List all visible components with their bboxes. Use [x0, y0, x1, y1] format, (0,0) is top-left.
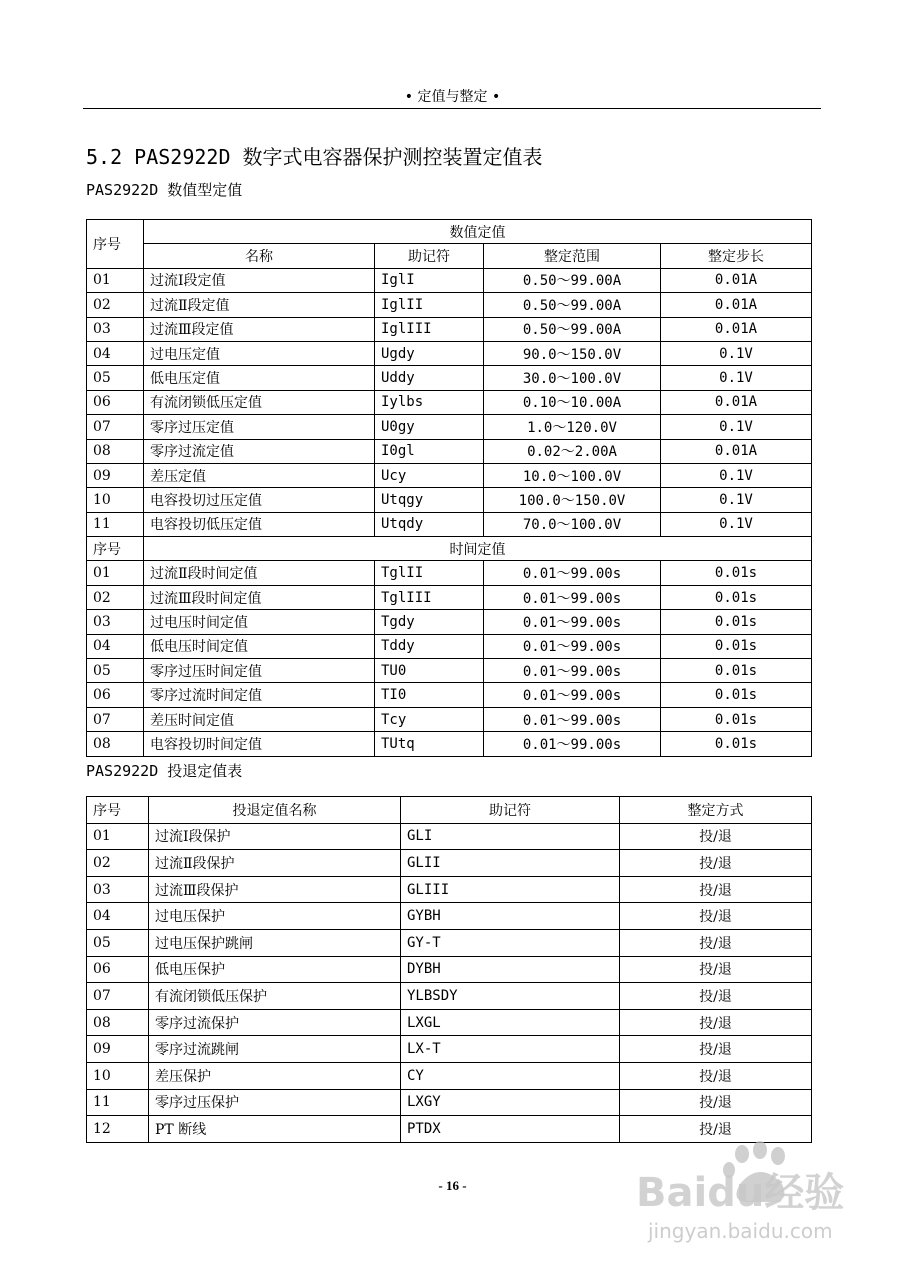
switch-mode: 投/退	[620, 956, 812, 983]
switch-code: LXGY	[401, 1089, 620, 1116]
setting-code: Utqdy	[375, 512, 484, 536]
switch-setting-row	[87, 1062, 812, 1089]
switch-setting-row	[87, 1089, 812, 1116]
row-number: 03	[87, 876, 149, 903]
numeric-setting-row	[87, 415, 812, 439]
page-header: • 定值与整定 •	[404, 89, 501, 105]
numeric-setting-row	[87, 439, 812, 463]
setting-range: 0.01～99.00s	[484, 707, 661, 731]
time-setting-row	[87, 683, 812, 707]
setting-step: 0.01A	[661, 390, 812, 414]
setting-name: 差压时间定值	[144, 707, 375, 731]
numeric-setting-row	[87, 341, 812, 365]
numeric-setting-row	[87, 366, 812, 390]
column-header-step: 整定步长	[661, 244, 812, 268]
setting-code: IglI	[375, 268, 484, 292]
time-setting-row	[87, 610, 812, 634]
row-number: 06	[87, 390, 144, 414]
row-number: 11	[87, 512, 144, 536]
switch-name: 过流Ⅱ段保护	[149, 850, 401, 877]
row-number: 03	[87, 317, 144, 341]
switch-name: 零序过压保护	[149, 1089, 401, 1116]
row-number: 02	[87, 293, 144, 317]
column-header-code: 助记符	[375, 244, 484, 268]
switch-name: 过电压保护跳闸	[149, 929, 401, 956]
setting-name: 过流Ⅱ段定值	[144, 293, 375, 317]
setting-step: 0.01s	[661, 683, 812, 707]
switch-code: CY	[401, 1062, 620, 1089]
setting-step: 0.01s	[661, 634, 812, 658]
setting-range: 0.01～99.00s	[484, 561, 661, 585]
switch-code: LX-T	[401, 1036, 620, 1063]
switch-setting-row	[87, 876, 812, 903]
setting-name: 电容投切过压定值	[144, 488, 375, 512]
numeric-table-title: PAS2922D 数值型定值	[86, 181, 243, 199]
switch-mode: 投/退	[620, 1009, 812, 1036]
setting-name: 有流闭锁低压定值	[144, 390, 375, 414]
switch-name: 过流Ⅲ段保护	[149, 876, 401, 903]
time-setting-row	[87, 659, 812, 683]
setting-range: 100.0～150.0V	[484, 488, 661, 512]
row-number: 06	[87, 683, 144, 707]
switch-code: DYBH	[401, 956, 620, 983]
switch-table-title: PAS2922D 投退定值表	[86, 762, 243, 780]
setting-step: 0.1V	[661, 415, 812, 439]
switch-name: 有流闭锁低压保护	[149, 983, 401, 1010]
switch-name: 低电压保护	[149, 956, 401, 983]
row-number: 05	[87, 659, 144, 683]
switch-mode: 投/退	[620, 1036, 812, 1063]
seq-header: 序号	[87, 537, 144, 561]
row-number: 08	[87, 1009, 149, 1036]
row-number: 12	[87, 1116, 149, 1143]
setting-range: 30.0～100.0V	[484, 366, 661, 390]
setting-name: 过流Ⅲ段定值	[144, 317, 375, 341]
row-number: 10	[87, 488, 144, 512]
row-number: 06	[87, 956, 149, 983]
time-setting-row	[87, 707, 812, 731]
setting-step: 0.01A	[661, 317, 812, 341]
switch-setting-row	[87, 1036, 812, 1063]
setting-range: 0.50～99.00A	[484, 268, 661, 292]
baidu-jingyan-watermark	[632, 1140, 882, 1250]
time-setting-row	[87, 561, 812, 585]
setting-range: 0.01～99.00s	[484, 659, 661, 683]
section-title: 5.2 PAS2922D 数字式电容器保护测控装置定值表	[86, 145, 543, 169]
setting-code: U0gy	[375, 415, 484, 439]
numeric-group-header-row	[87, 220, 812, 244]
setting-range: 10.0～100.0V	[484, 463, 661, 487]
switch-code: GLIII	[401, 876, 620, 903]
setting-name: 过电压时间定值	[144, 610, 375, 634]
setting-code: Uddy	[375, 366, 484, 390]
time-group-header-row	[87, 537, 812, 561]
switch-name: 过流Ⅰ段保护	[149, 823, 401, 850]
setting-range: 1.0～120.0V	[484, 415, 661, 439]
setting-range: 0.01～99.00s	[484, 610, 661, 634]
seq-header: 序号	[87, 220, 144, 269]
row-number: 01	[87, 268, 144, 292]
setting-step: 0.1V	[661, 463, 812, 487]
numeric-setting-row	[87, 512, 812, 536]
row-number: 07	[87, 415, 144, 439]
row-number: 01	[87, 561, 144, 585]
watermark-url: jingyan.baidu.com	[648, 1219, 833, 1243]
switch-code: GYBH	[401, 903, 620, 930]
setting-code: TglIII	[375, 585, 484, 609]
switch-mode: 投/退	[620, 823, 812, 850]
setting-code: I0gl	[375, 439, 484, 463]
setting-step: 0.01s	[661, 732, 812, 756]
switch-mode: 投/退	[620, 983, 812, 1010]
setting-step: 0.01s	[661, 585, 812, 609]
setting-name: 过流Ⅰ段定值	[144, 268, 375, 292]
column-header-seq: 序号	[87, 797, 149, 824]
page-number: - 16 -	[438, 1178, 467, 1193]
row-number: 07	[87, 983, 149, 1010]
setting-code: Utqgy	[375, 488, 484, 512]
setting-code: Ucy	[375, 463, 484, 487]
setting-name: 零序过流时间定值	[144, 683, 375, 707]
row-number: 08	[87, 439, 144, 463]
column-header-range: 整定范围	[484, 244, 661, 268]
row-number: 02	[87, 850, 149, 877]
switch-setting-row	[87, 850, 812, 877]
switch-column-header-row	[87, 797, 812, 824]
row-number: 09	[87, 463, 144, 487]
setting-range: 0.01～99.00s	[484, 732, 661, 756]
switch-name: 零序过流保护	[149, 1009, 401, 1036]
setting-code: TI0	[375, 683, 484, 707]
setting-name: 低电压定值	[144, 366, 375, 390]
switch-name: 过电压保护	[149, 903, 401, 930]
time-setting-row	[87, 732, 812, 756]
numeric-settings-table	[86, 219, 812, 757]
setting-code: IglIII	[375, 317, 484, 341]
setting-range: 0.50～99.00A	[484, 293, 661, 317]
setting-code: TglII	[375, 561, 484, 585]
row-number: 09	[87, 1036, 149, 1063]
switch-setting-row	[87, 1116, 812, 1143]
setting-step: 0.01s	[661, 707, 812, 731]
row-number: 04	[87, 634, 144, 658]
setting-code: IglII	[375, 293, 484, 317]
switch-code: PTDX	[401, 1116, 620, 1143]
switch-mode: 投/退	[620, 1089, 812, 1116]
numeric-setting-row	[87, 390, 812, 414]
column-header-mode: 整定方式	[620, 797, 812, 824]
setting-code: TUtq	[375, 732, 484, 756]
setting-name: 零序过压时间定值	[144, 659, 375, 683]
switch-setting-row	[87, 983, 812, 1010]
switch-mode: 投/退	[620, 929, 812, 956]
row-number: 10	[87, 1062, 149, 1089]
switch-mode: 投/退	[620, 1116, 812, 1143]
numeric-setting-row	[87, 293, 812, 317]
switch-name: 零序过流跳闸	[149, 1036, 401, 1063]
numeric-setting-row	[87, 317, 812, 341]
setting-code: Ugdy	[375, 341, 484, 365]
setting-step: 0.01A	[661, 268, 812, 292]
row-number: 05	[87, 366, 144, 390]
numeric-setting-row	[87, 463, 812, 487]
setting-code: Iylbs	[375, 390, 484, 414]
switch-mode: 投/退	[620, 1062, 812, 1089]
setting-code: Tddy	[375, 634, 484, 658]
row-number: 07	[87, 707, 144, 731]
watermark-brand: Baidu经验	[636, 1170, 845, 1216]
switch-setting-row	[87, 1009, 812, 1036]
switch-setting-row	[87, 903, 812, 930]
switch-code: GLI	[401, 823, 620, 850]
setting-step: 0.01A	[661, 293, 812, 317]
setting-step: 0.1V	[661, 488, 812, 512]
numeric-group-header: 数值定值	[144, 220, 812, 244]
switch-code: GLII	[401, 850, 620, 877]
setting-code: TU0	[375, 659, 484, 683]
setting-range: 0.50～99.00A	[484, 317, 661, 341]
setting-name: 零序过压定值	[144, 415, 375, 439]
setting-name: 过流Ⅱ段时间定值	[144, 561, 375, 585]
setting-step: 0.1V	[661, 341, 812, 365]
setting-step: 0.01s	[661, 561, 812, 585]
switch-setting-row	[87, 956, 812, 983]
setting-range: 90.0～150.0V	[484, 341, 661, 365]
switch-setting-row	[87, 929, 812, 956]
row-number: 05	[87, 929, 149, 956]
switch-mode: 投/退	[620, 876, 812, 903]
column-header-code: 助记符	[401, 797, 620, 824]
row-number: 04	[87, 341, 144, 365]
numeric-setting-row	[87, 488, 812, 512]
time-setting-row	[87, 634, 812, 658]
setting-step: 0.1V	[661, 366, 812, 390]
column-header-name: 名称	[144, 244, 375, 268]
row-number: 03	[87, 610, 144, 634]
switch-code: GY-T	[401, 929, 620, 956]
numeric-column-header-row	[87, 244, 812, 268]
time-group-header: 时间定值	[144, 537, 812, 561]
numeric-setting-row	[87, 268, 812, 292]
switch-name: PT 断线	[149, 1116, 401, 1143]
setting-range: 0.01～99.00s	[484, 585, 661, 609]
row-number: 11	[87, 1089, 149, 1116]
setting-name: 过流Ⅲ段时间定值	[144, 585, 375, 609]
setting-code: Tcy	[375, 707, 484, 731]
setting-step: 0.01s	[661, 659, 812, 683]
setting-code: Tgdy	[375, 610, 484, 634]
switch-code: YLBSDY	[401, 983, 620, 1010]
switch-settings-table	[86, 796, 812, 1143]
setting-step: 0.01A	[661, 439, 812, 463]
switch-code: LXGL	[401, 1009, 620, 1036]
switch-mode: 投/退	[620, 850, 812, 877]
setting-name: 低电压时间定值	[144, 634, 375, 658]
setting-name: 电容投切时间定值	[144, 732, 375, 756]
row-number: 02	[87, 585, 144, 609]
switch-setting-row	[87, 823, 812, 850]
setting-name: 差压定值	[144, 463, 375, 487]
setting-range: 0.10～10.00A	[484, 390, 661, 414]
column-header-switch-name: 投退定值名称	[149, 797, 401, 824]
setting-name: 电容投切低压定值	[144, 512, 375, 536]
setting-range: 0.02～2.00A	[484, 439, 661, 463]
setting-name: 零序过流定值	[144, 439, 375, 463]
row-number: 01	[87, 823, 149, 850]
switch-name: 差压保护	[149, 1062, 401, 1089]
setting-range: 70.0～100.0V	[484, 512, 661, 536]
setting-step: 0.1V	[661, 512, 812, 536]
setting-range: 0.01～99.00s	[484, 634, 661, 658]
switch-mode: 投/退	[620, 903, 812, 930]
row-number: 08	[87, 732, 144, 756]
setting-step: 0.01s	[661, 610, 812, 634]
setting-range: 0.01～99.00s	[484, 683, 661, 707]
row-number: 04	[87, 903, 149, 930]
setting-name: 过电压定值	[144, 341, 375, 365]
time-setting-row	[87, 585, 812, 609]
header-rule	[83, 108, 821, 109]
